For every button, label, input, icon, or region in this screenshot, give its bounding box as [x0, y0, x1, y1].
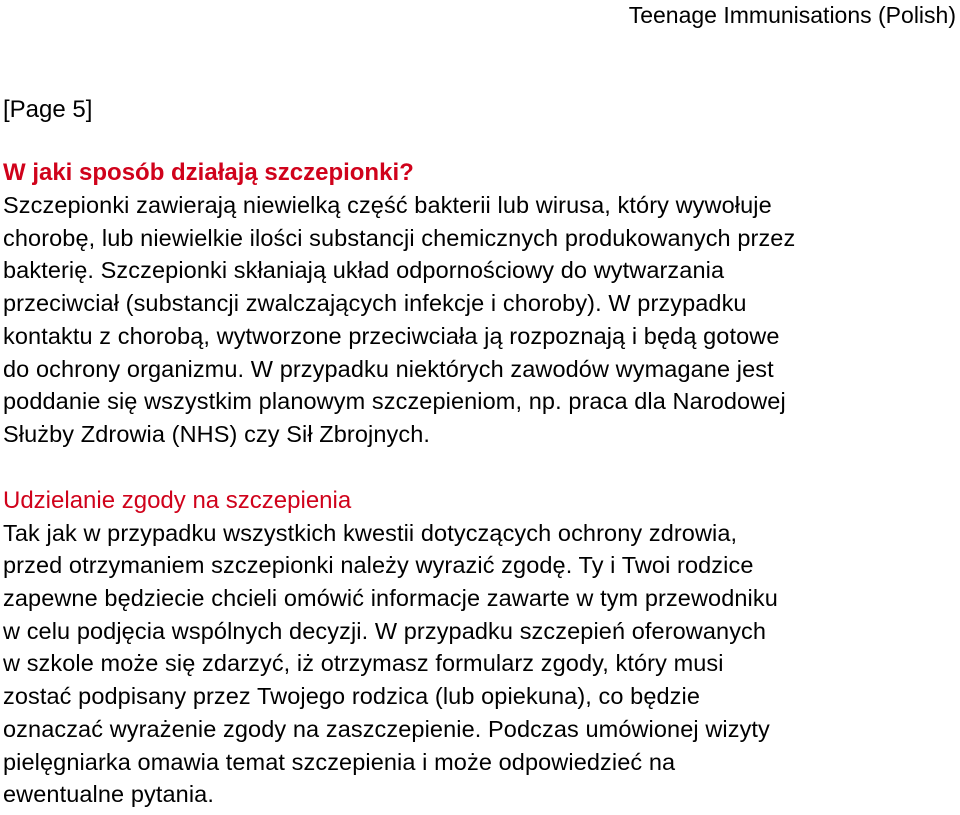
text-line: zapewne będziecie chcieli omówić informacje zawarte w tym przewodniku: [3, 585, 778, 612]
text-line: Tak jak w przypadku wszystkich kwestii dotyczących ochrony zdrowia,: [3, 519, 738, 546]
document-header-title: Teenage Immunisations (Polish): [628, 2, 956, 28]
text-line: do ochrony organizmu. W przypadku niektórych zawodów wymagane jest: [3, 355, 774, 382]
text-line: Szczepionki zawierają niewielką część bakterii lub wirusa, który wywołuje: [3, 192, 772, 218]
text-line: zostać podpisany przez Twojego rodzica (lub opiekuna), co będzie: [3, 683, 701, 710]
text-line: kontaktu z chorobą, wytworzone przeciwciała ją rozpoznają i będą gotowe: [3, 322, 780, 349]
section-body-how-vaccines-work: [3, 189, 959, 451]
text-line: pielęgniarka omawia temat szczepienia i może odpowiedzieć na: [3, 748, 676, 775]
text-line: ewentualne pytania.: [3, 781, 214, 808]
section-heading-how-vaccines-work: W jaki sposób działają szczepionki?: [3, 159, 414, 186]
section-how-vaccines-work: [3, 156, 959, 451]
page-number-marker: [Page 5]: [3, 96, 93, 123]
document-content: [3, 156, 959, 811]
text-line: przed otrzymaniem szczepionki należy wyrazić zgodę. Ty i Twoi rodzice: [3, 552, 754, 579]
section-body-consent: [3, 517, 959, 811]
text-line: bakterię. Szczepionki skłaniają układ odpornościowy do wytwarzania: [3, 257, 725, 284]
text-line: w szkole może się zdarzyć, iż otrzymasz formularz zgody, który musi: [3, 650, 724, 677]
text-line: Służby Zdrowia (NHS) czy Sił Zbrojnych.: [3, 420, 431, 447]
text-line: oznaczać wyrażenie zgody na zaszczepienie. Podczas umówionej wizyty: [3, 715, 770, 742]
text-line: przeciwciał (substancji zwalczających infekcje i choroby). W przypadku: [3, 290, 747, 317]
section-consent: [3, 484, 959, 811]
text-line: chorobę, lub niewielkie ilości substancji chemicznych produkowanych przez: [3, 224, 796, 251]
section-heading-consent: Udzielanie zgody na szczepienia: [3, 486, 352, 514]
text-line: poddanie się wszystkim planowym szczepieniom, np. praca dla Narodowej: [3, 388, 786, 415]
text-line: w celu podjęcia wspólnych decyzji. W przypadku szczepień oferowanych: [3, 617, 767, 644]
section-spacer: [3, 451, 959, 484]
